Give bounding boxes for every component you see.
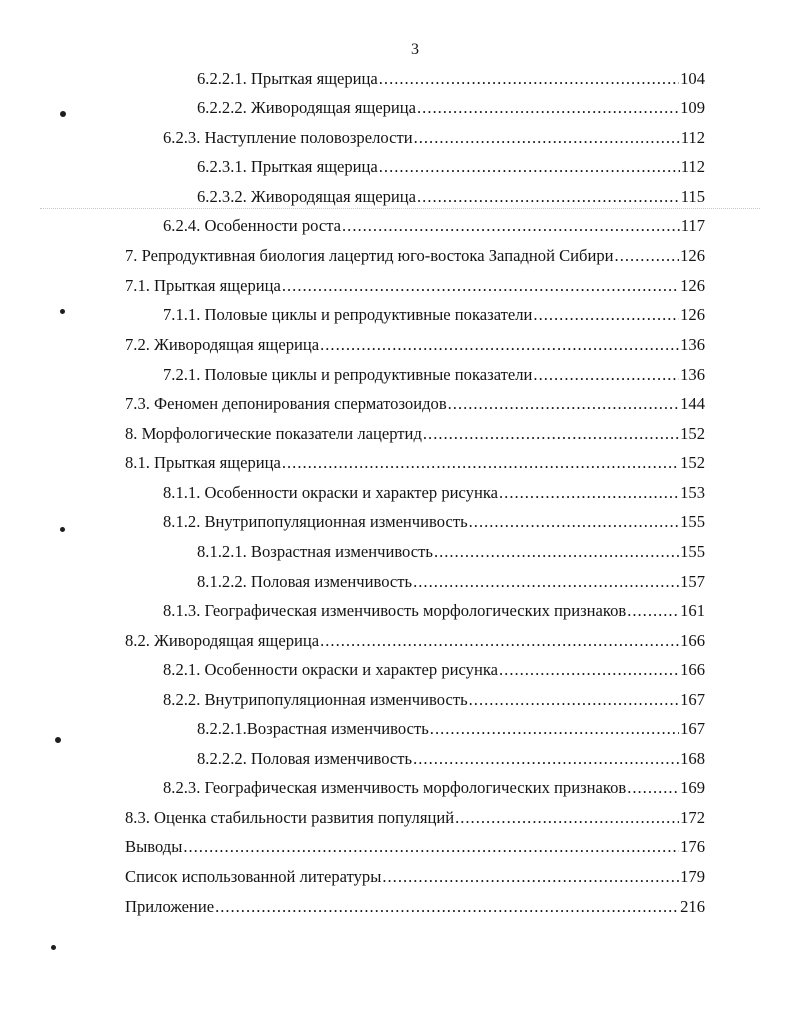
toc-entry xyxy=(163,690,705,710)
toc-entry-page: 172 xyxy=(680,808,705,827)
toc-entry-page: 155 xyxy=(680,542,705,561)
toc-entry-title: 7.2.1. Половые циклы и репродуктивные показатели xyxy=(163,365,533,384)
toc-entry xyxy=(125,246,705,266)
toc-entry-title: 8.2.1. Особенности окраски и характер рисунка xyxy=(163,660,499,679)
toc-entry xyxy=(197,542,705,562)
toc-leader-dots xyxy=(627,778,679,798)
toc-entry-page: 179 xyxy=(680,867,705,886)
toc-entry-page: 166 xyxy=(680,660,705,679)
toc-entry-page: 104 xyxy=(680,69,705,88)
toc-entry-page: 166 xyxy=(680,631,705,650)
toc-entry-title: 8. Морфологические показатели лацертид xyxy=(125,424,422,443)
scan-artifact-dot xyxy=(60,527,65,532)
toc-entry-page: 117 xyxy=(680,216,705,235)
toc-leader-dots xyxy=(417,187,680,207)
toc-entry-page: 126 xyxy=(680,305,705,324)
toc-entry-page: 167 xyxy=(680,690,705,709)
toc-entry-page: 152 xyxy=(680,424,705,443)
scan-artifact-dot xyxy=(55,737,61,743)
scan-artifact-dot xyxy=(60,111,66,117)
toc-entry xyxy=(163,483,705,503)
toc-entry-page: 152 xyxy=(680,453,705,472)
toc-entry xyxy=(163,128,705,148)
toc-leader-dots xyxy=(533,365,679,385)
toc-entry xyxy=(125,808,705,828)
toc-leader-dots xyxy=(469,512,679,532)
toc-entry-page: 155 xyxy=(680,512,705,531)
toc-leader-dots xyxy=(282,453,679,473)
toc-leader-dots xyxy=(448,394,679,414)
toc-leader-dots xyxy=(430,719,679,739)
toc-entry-title: 6.2.3.1. Прыткая ящерица xyxy=(197,157,378,176)
toc-entry xyxy=(197,69,705,89)
toc-entry-title: 8.3. Оценка стабильности развития популяций xyxy=(125,808,455,827)
toc-leader-dots xyxy=(342,216,680,236)
toc-entry-page: 115 xyxy=(680,187,705,206)
toc-entry-title: 7.1.1. Половые циклы и репродуктивные показатели xyxy=(163,305,533,324)
toc-leader-dots xyxy=(183,837,679,857)
toc-entry-page: 176 xyxy=(680,837,705,856)
toc-entry-page: 169 xyxy=(680,778,705,797)
toc-entry-page: 161 xyxy=(680,601,705,620)
toc-entry-title: Список использованной литературы xyxy=(125,867,382,886)
scan-artifact-line xyxy=(40,208,760,209)
toc-leader-dots xyxy=(499,483,679,503)
toc-leader-dots xyxy=(615,246,680,266)
toc-entry-title: 8.1.3. Географическая изменчивость морфологических признаков xyxy=(163,601,627,620)
toc-entry-title: 6.2.2.1. Прыткая ящерица xyxy=(197,69,378,88)
toc-entry xyxy=(125,453,705,473)
toc-entry-page: 153 xyxy=(680,483,705,502)
toc-leader-dots xyxy=(533,305,679,325)
toc-entry xyxy=(125,867,705,887)
toc-entry xyxy=(125,631,705,651)
toc-leader-dots xyxy=(627,601,679,621)
toc-entry-page: 126 xyxy=(680,276,705,295)
page-number: 3 xyxy=(411,41,419,58)
toc-entry-page: 144 xyxy=(680,394,705,413)
toc-entry xyxy=(163,778,705,798)
toc-leader-dots xyxy=(320,631,679,651)
toc-entry xyxy=(125,335,705,355)
toc-leader-dots xyxy=(215,897,679,917)
toc-leader-dots xyxy=(469,690,679,710)
toc-leader-dots xyxy=(320,335,679,355)
scan-artifact-dot xyxy=(51,945,56,950)
toc-entry-title: Выводы xyxy=(125,837,183,856)
toc-entry-title: 7.3. Феномен депонирования сперматозоидов xyxy=(125,394,447,413)
toc-entry-page: 168 xyxy=(680,749,705,768)
toc-entry-title: 7. Репродуктивная биология лацертид юго-востока Западной Сибири xyxy=(125,246,614,265)
toc-entry-page: 112 xyxy=(680,157,705,176)
toc-entry-title: 8.2.2.1.Возрастная изменчивость xyxy=(197,719,429,738)
toc-entry xyxy=(125,897,705,917)
toc-entry xyxy=(163,216,705,236)
toc-entry-title: 6.2.4. Особенности роста xyxy=(163,216,342,235)
toc-leader-dots xyxy=(417,98,679,118)
toc-entry xyxy=(163,305,705,325)
toc-entry-page: 216 xyxy=(680,897,705,916)
toc-entry-page: 136 xyxy=(680,365,705,384)
toc-entry xyxy=(197,157,705,177)
toc-leader-dots xyxy=(414,128,680,148)
toc-leader-dots xyxy=(382,867,679,887)
toc-leader-dots xyxy=(379,69,679,89)
toc-entry-title: 8.1.2.2. Половая изменчивость xyxy=(197,572,413,591)
toc-entry-title: 8.2.2.2. Половая изменчивость xyxy=(197,749,413,768)
toc-leader-dots xyxy=(455,808,679,828)
toc-entry-title: 6.2.3. Наступление половозрелости xyxy=(163,128,413,147)
scan-artifact-dot xyxy=(60,309,65,314)
toc-entry xyxy=(163,512,705,532)
toc-leader-dots xyxy=(413,749,679,769)
toc-entry xyxy=(163,365,705,385)
toc-entry xyxy=(197,572,705,592)
toc-leader-dots xyxy=(379,157,680,177)
toc-entry xyxy=(197,187,705,207)
toc-entry-title: 8.2. Живородящая ящерица xyxy=(125,631,320,650)
toc-entry-title: 6.2.2.2. Живородящая ящерица xyxy=(197,98,417,117)
toc-entry xyxy=(125,394,705,414)
toc-leader-dots xyxy=(434,542,679,562)
toc-entry xyxy=(125,276,705,296)
toc-leader-dots xyxy=(499,660,679,680)
toc-entry xyxy=(163,601,705,621)
toc-entry xyxy=(197,98,705,118)
toc-entry-page: 167 xyxy=(680,719,705,738)
toc-entry xyxy=(197,719,705,739)
toc-entry-title: 7.1. Прыткая ящерица xyxy=(125,276,281,295)
toc-entry-title: 8.2.3. Географическая изменчивость морфологических признаков xyxy=(163,778,627,797)
toc-leader-dots xyxy=(423,424,679,444)
toc-leader-dots xyxy=(282,276,679,296)
toc-entry-title: 8.1.2.1. Возрастная изменчивость xyxy=(197,542,433,561)
toc-entry xyxy=(125,424,705,444)
toc-entry-title: 6.2.3.2. Живородящая ящерица xyxy=(197,187,417,206)
toc-entry xyxy=(197,749,705,769)
toc-entry-page: 136 xyxy=(680,335,705,354)
toc-leader-dots xyxy=(413,572,679,592)
toc-entry-title: 7.2. Живородящая ящерица xyxy=(125,335,320,354)
toc-entry-title: 8.1. Прыткая ящерица xyxy=(125,453,281,472)
toc-entry-title: 8.1.1. Особенности окраски и характер рисунка xyxy=(163,483,499,502)
toc-entry-title: Приложение xyxy=(125,897,215,916)
toc-entry-page: 109 xyxy=(680,98,705,117)
toc-entry-page: 157 xyxy=(680,572,705,591)
toc-entry-title: 8.2.2. Внутрипопуляционная изменчивость xyxy=(163,690,468,709)
toc-entry-page: 126 xyxy=(680,246,705,265)
toc-entry xyxy=(125,837,705,857)
toc-entry-title: 8.1.2. Внутрипопуляционная изменчивость xyxy=(163,512,468,531)
toc-entry xyxy=(163,660,705,680)
toc-entry-page: 112 xyxy=(680,128,705,147)
